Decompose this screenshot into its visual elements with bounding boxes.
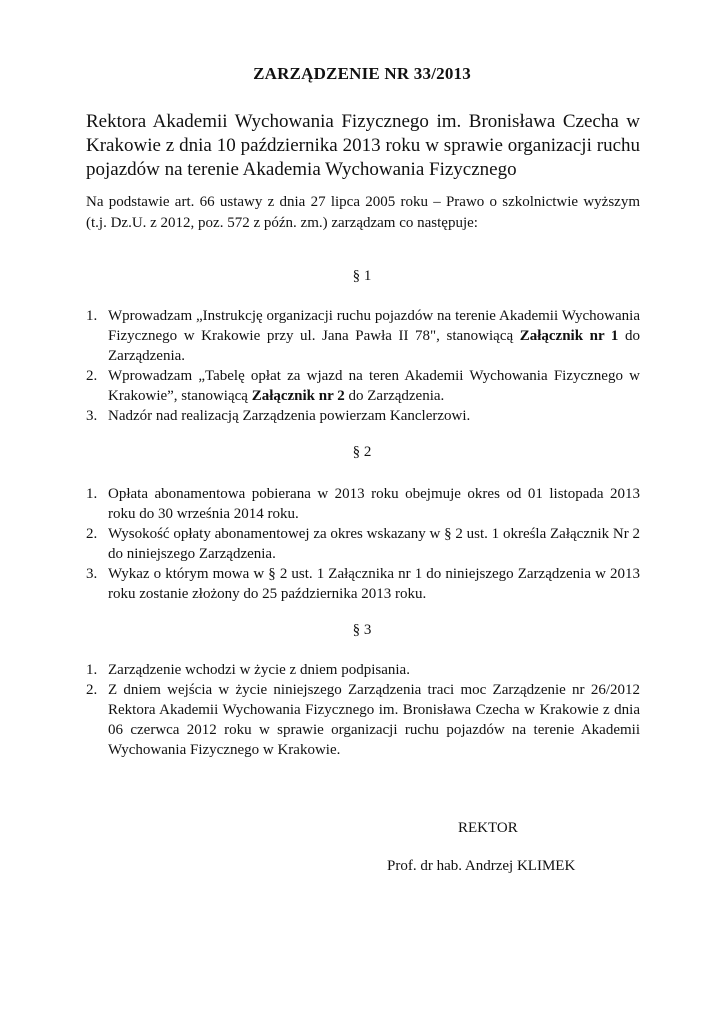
list-item: 2. Z dniem wejścia w życie niniejszego Zarządzenia traci moc Zarządzenie nr 26/2012 Rektora Akademii Wychowania Fizycznego im. Bronisława Czecha w Krakowie z dnia 06 czerwca 2012 roku w sprawie organizacji ruchu pojazdów na terenie Akademii Wychowania Fizycznego w Krakowie. — [86, 682, 640, 758]
item-number: 2. — [86, 368, 98, 384]
section-1-list — [86, 306, 640, 426]
section-3-mark: § 3 — [352, 622, 372, 638]
list-item: 1. Zarządzenie wchodzi w życie z dniem podpisania. — [86, 662, 410, 678]
document-subtitle: Rektora Akademii Wychowania Fizycznego im. Bronisława Czecha w Krakowie z dnia 10 października 2013 roku w sprawie organizacji ruchu pojazdów na terenie Akademia Wychowania Fizycznego — [86, 111, 640, 180]
list-item: 2. Wysokość opłaty abonamentowej za okres wskazany w § 2 ust. 1 określa Załącznik Nr 2 do niniejszego Zarządzenia. — [86, 526, 640, 562]
item-number: 2. — [86, 682, 98, 698]
list-item: 1. Opłata abonamentowa pobierana w 2013 roku obejmuje okres od 01 listopada 2013 roku do 30 września 2014 roku. — [86, 486, 640, 522]
section-3-list — [86, 660, 640, 760]
item-number: 2. — [86, 526, 98, 542]
item-number: 1. — [86, 662, 98, 678]
list-item: 3. Nadzór nad realizacją Zarządzenia powierzam Kanclerzowi. — [86, 408, 471, 424]
section-2-list — [86, 484, 640, 604]
item-number: 3. — [86, 408, 98, 424]
attachment-ref: Załącznik nr 1 — [519, 328, 619, 344]
list-item: 1. Wprowadzam „Instrukcję organizacji ruchu pojazdów na terenie Akademii Wychowania Fizycznego w Krakowie przy ul. Jana Pawła II 78", stanowiącą Załącznik nr 1 do Zarządzenia. — [86, 308, 641, 364]
signatory-name: Prof. dr hab. Andrzej KLIMEK — [387, 858, 576, 874]
item-number: 1. — [86, 308, 98, 324]
document-title: ZARZĄDZENIE NR 33/2013 — [253, 64, 471, 83]
item-number: 1. — [86, 486, 98, 502]
section-1-mark: § 1 — [352, 268, 372, 284]
legal-basis-paragraph: Na podstawie art. 66 ustawy z dnia 27 lipca 2005 roku – Prawo o szkolnictwie wyższym (t.j. Dz.U. z 2012, poz. 572 z późn. zm.) zarządzam co następuje: — [86, 194, 640, 231]
attachment-ref: Załącznik nr 2 — [251, 388, 345, 404]
section-2-mark: § 2 — [352, 444, 372, 460]
list-item: 3. Wykaz o którym mowa w § 2 ust. 1 Załącznika nr 1 do niniejszego Zarządzenia w 2013 roku zostanie złożony do 25 października 2013 roku. — [86, 566, 640, 602]
item-number: 3. — [86, 566, 98, 582]
list-item: 2. Wprowadzam „Tabelę opłat za wjazd na teren Akademii Wychowania Fizycznego w Krakowie”, stanowiącą Załącznik nr 2 do Zarządzenia. — [86, 368, 640, 404]
signatory-role: REKTOR — [458, 820, 518, 836]
